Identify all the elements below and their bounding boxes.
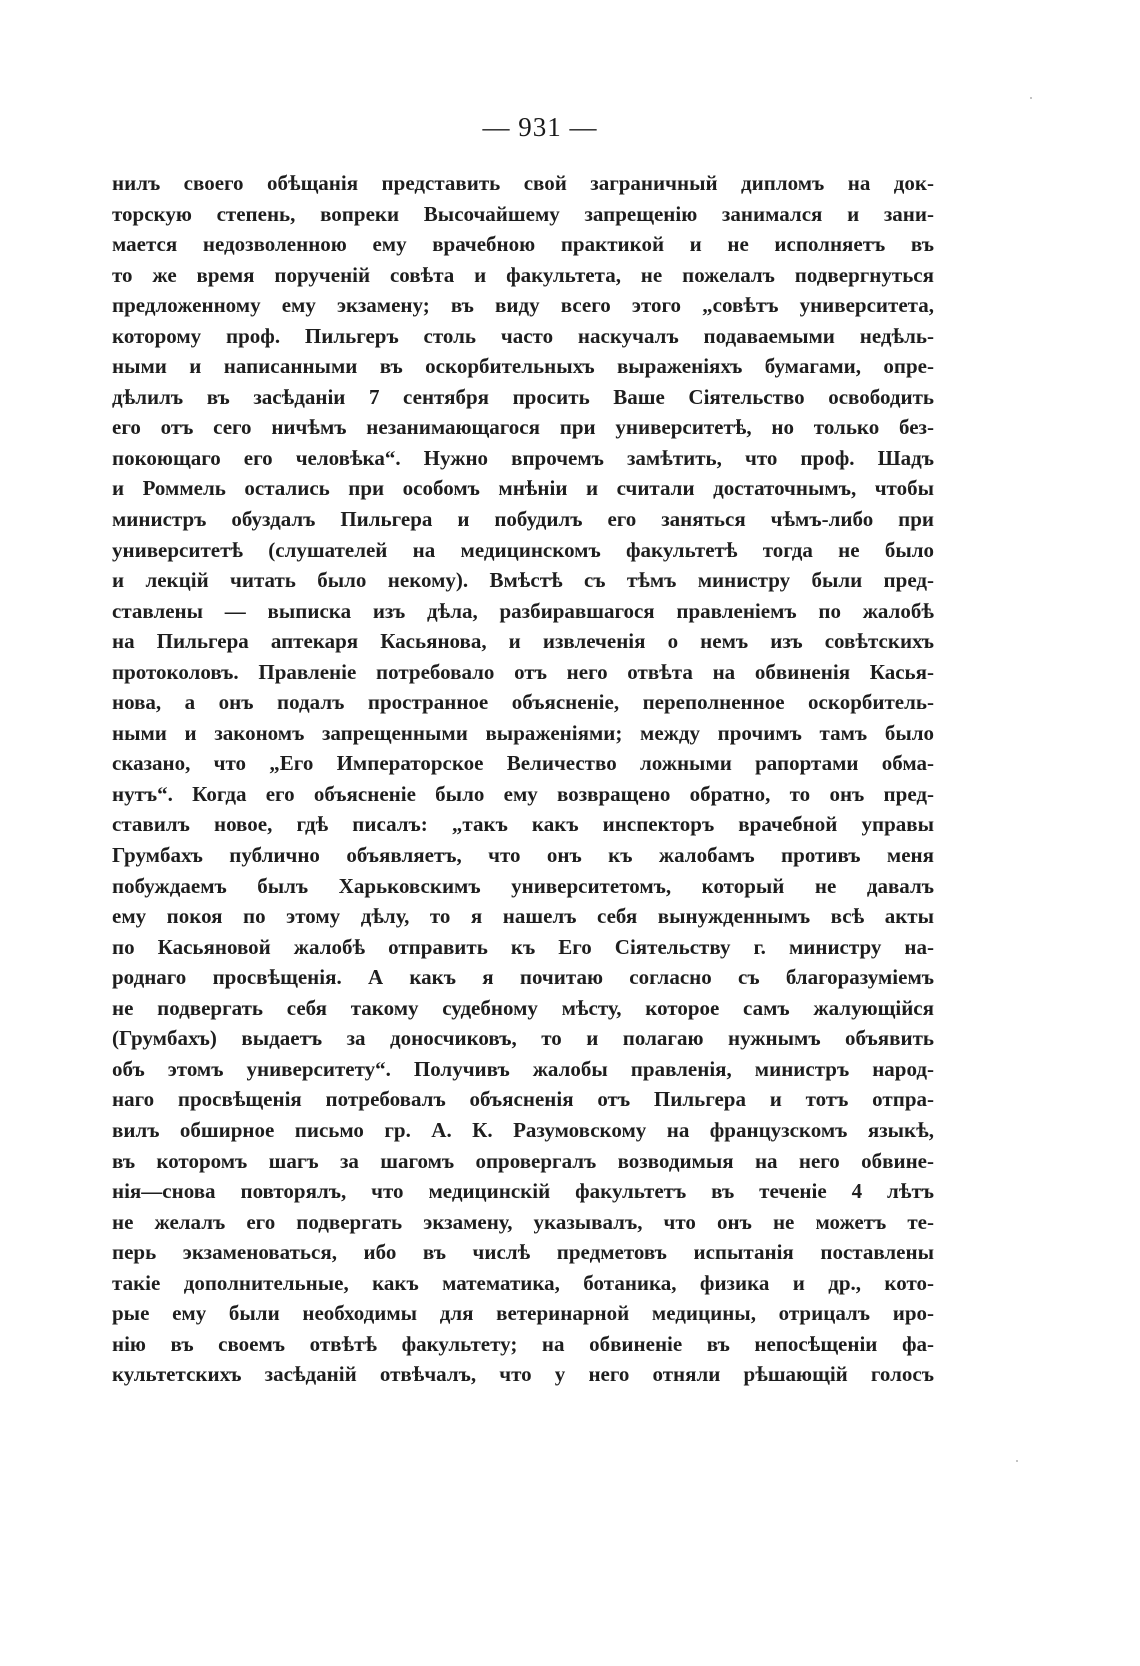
text-line: не желалъ его подвергать экзамену, указывалъ, что онъ не можетъ те- bbox=[112, 1209, 934, 1234]
page-number: — 931 — bbox=[482, 112, 598, 142]
text-line: ему покоя по этому дѣлу, то я нашелъ себя вынужденнымъ всѣ акты bbox=[112, 904, 934, 929]
text-line: университетѣ (слушателей на медицинскомъ факультетѣ тогда не было bbox=[112, 537, 934, 562]
text-line: покоющаго его человѣка“. Нужно впрочемъ замѣтить, что проф. Шадъ bbox=[112, 445, 934, 470]
text-line: и Роммель остались при особомъ мнѣніи и считали достаточнымъ, чтобы bbox=[112, 476, 934, 501]
text-line: (Грумбахъ) выдаетъ за доносчиковъ, то и полагаю нужнымъ объявить bbox=[112, 1026, 934, 1051]
text-line: не подвергать себя такому судебному мѣсту, которое самъ жалующійся bbox=[112, 995, 934, 1020]
text-line: министръ обуздалъ Пильгера и побудилъ его заняться чѣмъ-либо при bbox=[112, 507, 934, 532]
text-line: торскую степень, вопреки Высочайшему запрещенію занимался и зани- bbox=[112, 201, 934, 226]
text-line: Грумбахъ публично объявляетъ, что онъ къ жалобамъ противъ меня bbox=[112, 843, 934, 868]
text-line: объ этомъ университету“. Получивъ жалобы правленія, министръ народ- bbox=[112, 1056, 934, 1081]
text-line: по Касьяновой жалобѣ отправить къ Его Сіятельству г. министру на- bbox=[112, 934, 934, 959]
text-line: ставлены — выписка изъ дѣла, разбиравшагося правленіемъ по жалобѣ bbox=[112, 598, 934, 623]
text-line: дѣлилъ въ засѣданіи 7 сентября просить Ваше Сіятельство освободить bbox=[112, 384, 934, 409]
text-line: то же время порученій совѣта и факультета, не пожелалъ подвергнуться bbox=[112, 262, 934, 287]
text-line: его отъ сего ничѣмъ незанимающагося при университетѣ, но только без- bbox=[112, 415, 934, 440]
text-line: ными и написанными въ оскорбительныхъ выраженіяхъ бумагами, опре- bbox=[112, 354, 934, 379]
body-text bbox=[112, 168, 934, 1390]
scan-speck bbox=[1030, 97, 1032, 99]
text-line: наго просвѣщенія потребовалъ объясненія отъ Пильгера и тотъ отпра- bbox=[112, 1087, 934, 1112]
text-line: такіе дополнительные, какъ математика, ботаника, физика и др., кото- bbox=[112, 1270, 934, 1295]
text-line: вилъ обширное письмо гр. А. К. Разумовскому на французскомъ языкѣ, bbox=[112, 1117, 934, 1142]
text-line: сказано, что „Его Императорское Величество ложными рапортами обма- bbox=[112, 751, 934, 776]
text-line: ными и закономъ запрещенными выраженіями; между прочимъ тамъ было bbox=[112, 720, 934, 745]
text-line: перь экзаменоваться, ибо въ числѣ предметовъ испытанія поставлены bbox=[112, 1240, 934, 1265]
text-line: и лекцій читать было некому). Вмѣстѣ съ тѣмъ министру были пред- bbox=[112, 568, 934, 593]
text-line: предложенному ему экзамену; въ виду всего этого „совѣтъ университета, bbox=[112, 293, 934, 318]
text-line: ставилъ новое, гдѣ писалъ: „такъ какъ инспекторъ врачебной управы bbox=[112, 812, 934, 837]
text-line: побуждаемъ былъ Харьковскимъ университетомъ, который не давалъ bbox=[112, 873, 934, 898]
text-line: роднаго просвѣщенія. А какъ я почитаю согласно съ благоразуміемъ bbox=[112, 965, 934, 990]
text-line: рые ему были необходимы для ветеринарной медицины, отрицалъ иро- bbox=[112, 1301, 934, 1326]
text-line: которому проф. Пильгеръ столь часто наскучалъ подаваемыми недѣль- bbox=[112, 323, 934, 348]
text-line: протоколовъ. Правленіе потребовало отъ него отвѣта на обвиненія Касья- bbox=[112, 659, 934, 684]
text-line: мается недозволенною ему врачебною практикой и не исполняетъ въ bbox=[112, 232, 934, 257]
scan-speck bbox=[1016, 1460, 1018, 1462]
text-line: культетскихъ засѣданій отвѣчалъ, что у него отняли рѣшающій голосъ bbox=[112, 1362, 934, 1387]
text-line: нія—снова повторялъ, что медицинскій факультетъ въ теченіе 4 лѣтъ bbox=[112, 1179, 934, 1204]
text-line: нутъ“. Когда его объясненіе было ему возвращено обратно, то онъ пред- bbox=[112, 781, 934, 806]
text-line: нилъ своего обѣщанія представить свой заграничный дипломъ на док- bbox=[112, 171, 934, 195]
text-line: нію въ своемъ отвѣтѣ факультету; на обвиненіе въ непосѣщеніи фа- bbox=[112, 1331, 934, 1356]
text-line: въ которомъ шагъ за шагомъ опровергалъ возводимыя на него обвине- bbox=[112, 1148, 934, 1173]
text-line: на Пильгера аптекаря Касьянова, и извлеченія о немъ изъ совѣтскихъ bbox=[112, 629, 934, 654]
text-line: нова, а онъ подалъ пространное объясненіе, переполненное оскорбитель- bbox=[112, 690, 934, 715]
